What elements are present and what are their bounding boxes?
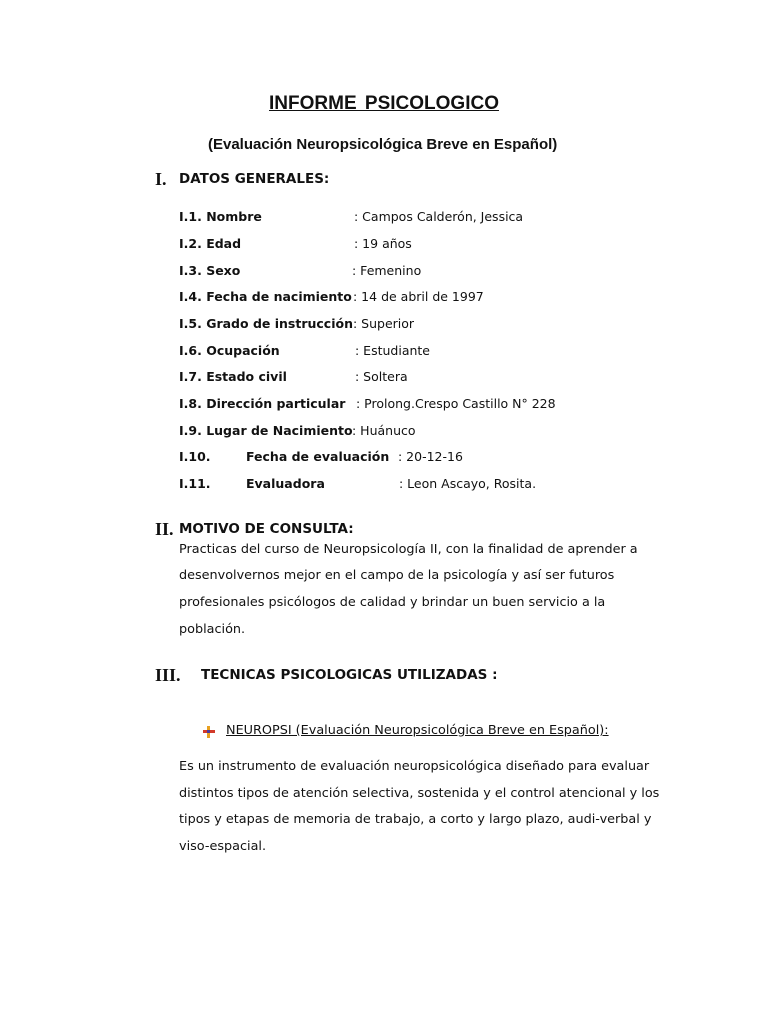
section-1-heading: DATOS GENERALES: (179, 171, 330, 187)
field-value-fecha-evaluacion: : 20-12-16 (398, 449, 463, 464)
paragraph-line: Es un instrumento de evaluación neuropsicológica diseñado para evaluar (179, 759, 650, 774)
field-label-nombre: I.1. Nombre (179, 209, 262, 224)
field-value-evaluadora: : Leon Ascayo, Rosita. (399, 476, 537, 491)
field-value-lugar-nacimiento: : Huánuco (352, 423, 416, 438)
page-subtitle: (Evaluación Neuropsicológica Breve en Español) (208, 136, 558, 153)
field-value-direccion: : Prolong.Crespo Castillo N° 228 (356, 396, 556, 411)
field-label-estado-civil: I.7. Estado civil (179, 369, 287, 384)
section-1-numeral: I. (155, 169, 167, 189)
section-3-heading: TECNICAS PSICOLOGICAS UTILIZADAS : (201, 667, 498, 683)
field-value-sexo: : Femenino (352, 263, 422, 278)
paragraph-line: profesionales psicólogos de calidad y brindar un buen servicio a la (179, 595, 606, 610)
paragraph-line: viso-espacial. (179, 839, 267, 854)
field-label-grado-instruccion: I.5. Grado de instrucción (179, 316, 353, 331)
field-label-direccion: I.8. Dirección particular (179, 396, 346, 411)
field-value-estado-civil: : Soltera (355, 369, 408, 384)
field-label-fecha-evaluacion: Fecha de evaluación (246, 449, 390, 464)
field-number-evaluadora: I.11. (179, 476, 211, 491)
field-value-nombre: : Campos Calderón, Jessica (354, 209, 524, 224)
field-number-fecha-evaluacion: I.10. (179, 449, 211, 464)
field-label-lugar-nacimiento: I.9. Lugar de Nacimiento (179, 423, 353, 438)
field-label-sexo: I.3. Sexo (179, 263, 241, 278)
field-label-ocupacion: I.6. Ocupación (179, 343, 280, 358)
paragraph-line: Practicas del curso de Neuropsicología II, con la finalidad de aprender a (179, 542, 638, 557)
section-2-heading: MOTIVO DE CONSULTA: (179, 521, 354, 537)
field-value-ocupacion: : Estudiante (355, 343, 430, 358)
field-value-edad: : 19 años (354, 236, 412, 251)
section-3-numeral: III. (155, 665, 181, 685)
paragraph-line: población. (179, 622, 246, 637)
paragraph-line: tipos y etapas de memoria de trabajo, a corto y largo plazo, audi-verbal y (179, 812, 652, 827)
field-value-fecha-nacimiento: : 14 de abril de 1997 (353, 289, 484, 304)
section-2-numeral: II. (155, 519, 174, 539)
field-value-grado-instruccion: : Superior (353, 316, 415, 331)
neuropsi-bullet: NEUROPSI (Evaluación Neuropsicológica Breve en Español): (226, 723, 609, 738)
field-label-evaluadora: Evaluadora (246, 476, 325, 491)
field-label-edad: I.2. Edad (179, 236, 242, 251)
paragraph-line: distintos tipos de atención selectiva, sostenida y el control atencional y los (179, 786, 660, 801)
page-title: INFORME PSICOLOGICO (269, 93, 499, 114)
paragraph-line: desenvolvernos mejor en el campo de la psicología y así ser futuros (179, 568, 615, 583)
field-label-fecha-nacimiento: I.4. Fecha de nacimiento (179, 289, 352, 304)
cross-bullet-icon (202, 725, 216, 744)
